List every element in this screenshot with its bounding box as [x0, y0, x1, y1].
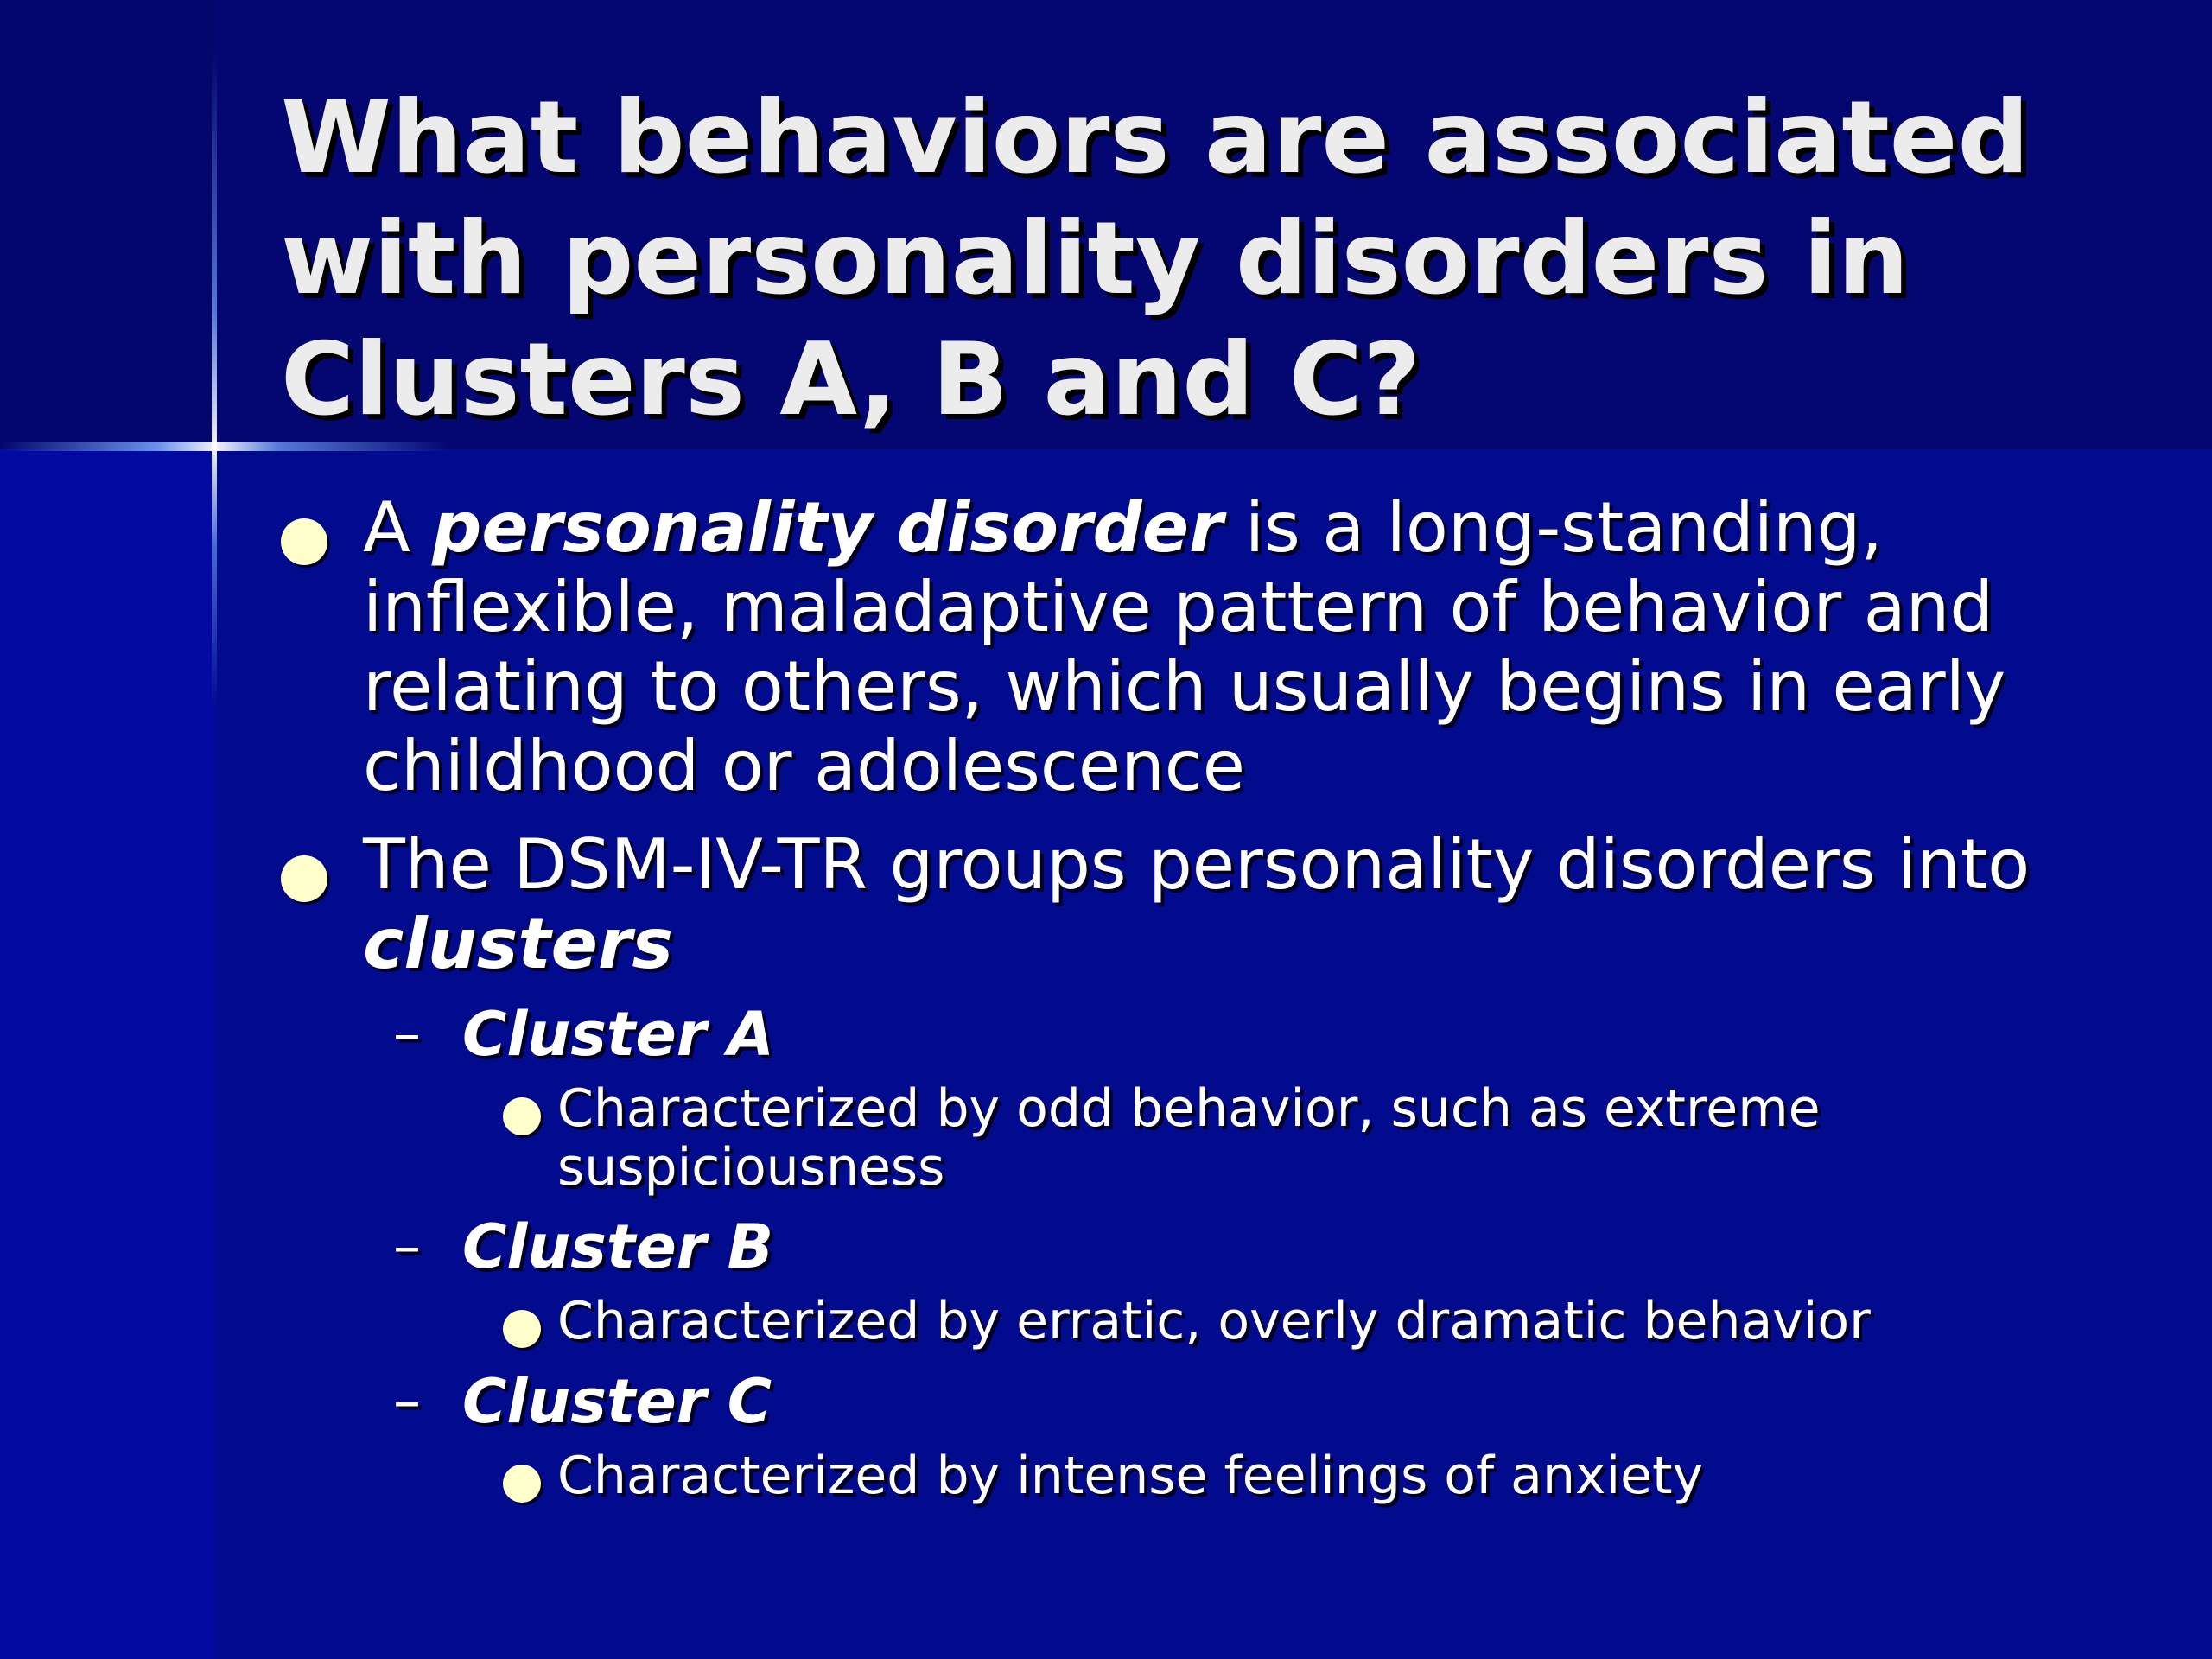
sub-bullet-dot-icon [503, 1465, 541, 1503]
bullet-dot-icon [281, 855, 327, 902]
bullet-item-definition [363, 488, 2126, 806]
dash-marker: – [393, 1002, 421, 1066]
bullet-term: clusters [363, 904, 673, 984]
dash-marker: – [393, 1215, 421, 1279]
bullet-prefix: A [363, 487, 433, 568]
cluster-heading-b: Cluster B [462, 1211, 774, 1282]
bullet-item-clusters [363, 825, 2126, 984]
cluster-description-c: Characterized by intense feelings of anxiety [557, 1446, 1704, 1506]
bullet-term: personality disorder [432, 487, 1224, 568]
bullet-prefix: The DSM-IV-TR groups personality disorders into [363, 824, 2031, 905]
slide-title: What behaviors are associated with personality disorders in Clusters A, B and C? [281, 79, 2030, 438]
bullet-dot-icon [281, 518, 327, 565]
cluster-heading-a: Cluster A [462, 999, 774, 1070]
cluster-description-b: Characterized by erratic, overly dramatic behavior [557, 1291, 1871, 1351]
bullet-rest: is a long-standing, inflexible, maladaptive pattern of behavior and relating to others, which usually begins in early childhood or adolescence [363, 487, 2006, 806]
sub-bullet-dot-icon [503, 1310, 541, 1348]
cluster-heading-c: Cluster C [462, 1366, 772, 1437]
dash-marker: – [393, 1370, 421, 1433]
cluster-description-a: Characterized by odd behavior, such as extreme suspiciousness [557, 1078, 1821, 1198]
sub-bullet-dot-icon [503, 1097, 541, 1135]
